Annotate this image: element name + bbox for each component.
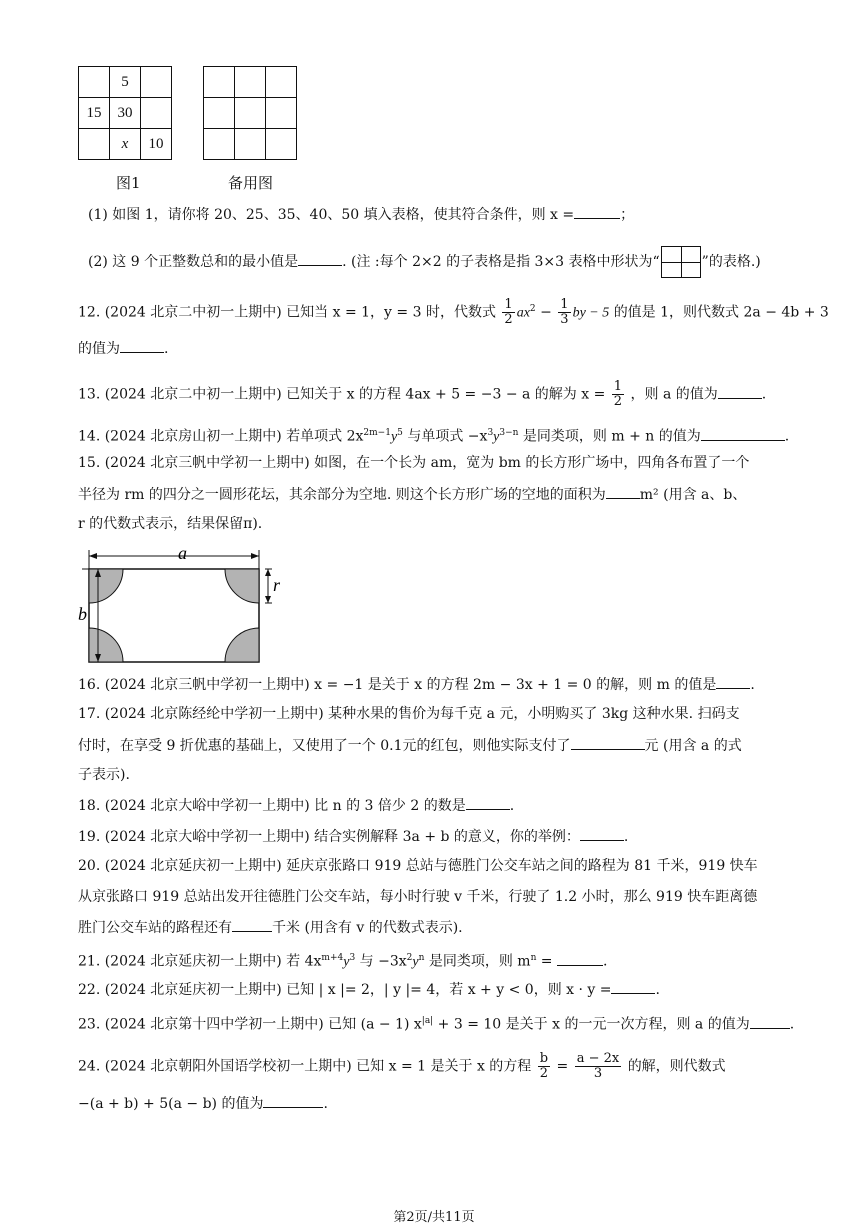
grid-cell: 5: [110, 67, 141, 98]
label-a: a: [178, 543, 187, 563]
grid-cell: [141, 67, 172, 98]
grid-cell: 10: [141, 129, 172, 160]
question-15-line1: 15. (2024 北京三帆中学初一上期中) 如图，在一个长为 am，宽为 bm 的长方形广场中，四角各布置了一个: [78, 455, 750, 471]
park-diagram: [76, 542, 286, 666]
grid-cell: [79, 67, 110, 98]
question-12-line2: 的值为 .: [78, 338, 168, 359]
grid-cell: x: [110, 129, 141, 160]
part1-line: (1) 如图 1，请你将 20、25、35、40、50 填入表格，使其符合条件，则 x = ；: [88, 204, 634, 225]
question-20-line3: 胜门公交车站的路程还有 千米 (用含有 v 的代数式表示).: [78, 917, 463, 938]
page-number: 第2页/共11页: [393, 1210, 475, 1225]
question-17-line3: 子表示).: [78, 767, 130, 783]
figure1-caption: 图1: [116, 174, 141, 192]
question-18: 18. (2024 北京大峪中学初一上期中) 比 n 的 3 倍少 2 的数是 .: [78, 795, 514, 816]
question-19: 19. (2024 北京大峪中学初一上期中) 结合实例解释 3a + b 的意义，你的举例： .: [78, 826, 628, 847]
question-22: 22. (2024 北京延庆初一上期中) 已知 | x |= 2，| y |= 4，若 x + y < 0，则 x · y = .: [78, 979, 660, 1000]
grid-cell: 15: [79, 98, 110, 129]
figure1-grid: [78, 66, 172, 160]
question-15-line2: 半径为 rm 的四分之一圆形花坛，其余部分为空地. 则这个长方形广场的空地的面积为 m² (用含 a、b、: [78, 484, 746, 505]
question-20-line2: 从京张路口 919 总站出发开往德胜门公交车站，每小时行驶 v 千米，行驶了 1.2 小时，那么 919 快车距离德: [78, 889, 758, 905]
question-16: 16. (2024 北京三帆中学初一上期中) x = −1 是关于 x 的方程 2m − 3x + 1 = 0 的解，则 m 的值是 .: [78, 674, 755, 695]
question-20-line1: 20. (2024 北京延庆初一上期中) 延庆京张路口 919 总站与德胜门公交车站之间的路程为 81 千米，919 快车: [78, 858, 758, 874]
question-15-line3: r 的代数式表示，结果保留π).: [78, 516, 263, 532]
grid-cell: [79, 129, 110, 160]
question-21: 21. (2024 北京延庆初一上期中) 若 $4x^{m+4}y^3$ 与 $-3x^2y^n$ 是同类项，则 $m^n$ = .: [78, 948, 607, 973]
grid-cell: 30: [110, 98, 141, 129]
question-13: 13. (2024 北京二中初一上期中) 已知关于 x 的方程 4ax + 5 = −3 − a 的解为 x = $\frac{1}{2}$ ，则 a 的值为 .: [78, 379, 767, 409]
label-b: b: [78, 604, 87, 624]
label-r: r: [273, 575, 281, 595]
grid-cell: [141, 98, 172, 129]
question-17-line1: 17. (2024 北京陈经纶中学初一上期中) 某种水果的售价为每千克 a 元，小明购买了 3kg 这种水果. 扫码支: [78, 706, 740, 722]
backup-caption: 备用图: [228, 174, 274, 192]
question-24-line2: −(a + b) + 5(a − b) 的值为 .: [78, 1093, 328, 1114]
question-12-line1: 12. (2024 北京二中初一上期中) 已知当 x = 1，y = 3 时，代数式 $\frac{1}{2}$ $ax^2$ − $\frac{1}{3}$ by − 5 的值是 1，则代数式 2a − 4b + 3: [78, 297, 829, 327]
mini-grid-icon: [661, 246, 701, 278]
question-24-line1: 24. (2024 北京朝阳外国语学校初一上期中) 已知 x = 1 是关于 x 的方程 $\frac{b}{2}$ = $\frac{a - 2x}{3}$ 的解，则代数式: [78, 1051, 726, 1081]
question-14: 14. (2024 北京房山初一上期中) 若单项式 $2x^{2m-1}y^5$ 与单项式 $-x^3y^{3-n}$ 是同类项，则 m + n 的值为 .: [78, 423, 789, 448]
question-23: 23. (2024 北京第十四中学初一上期中) 已知 (a − 1) $x^{|a|} + 3 = 10$ 是关于 x 的一元一次方程，则 a 的值为 .: [78, 1011, 794, 1035]
backup-grid: [203, 66, 297, 160]
question-17-line2: 付时，在享受 9 折优惠的基础上，又使用了一个 0.1元的红包，则他实际支付了 元 (用含 a 的式: [78, 735, 742, 756]
part2-line: (2) 这 9 个正整数总和的最小值是 . (注 :每个 2×2 的子表格是指 3×3 表格中形状为“ ”的表格.): [88, 246, 761, 278]
